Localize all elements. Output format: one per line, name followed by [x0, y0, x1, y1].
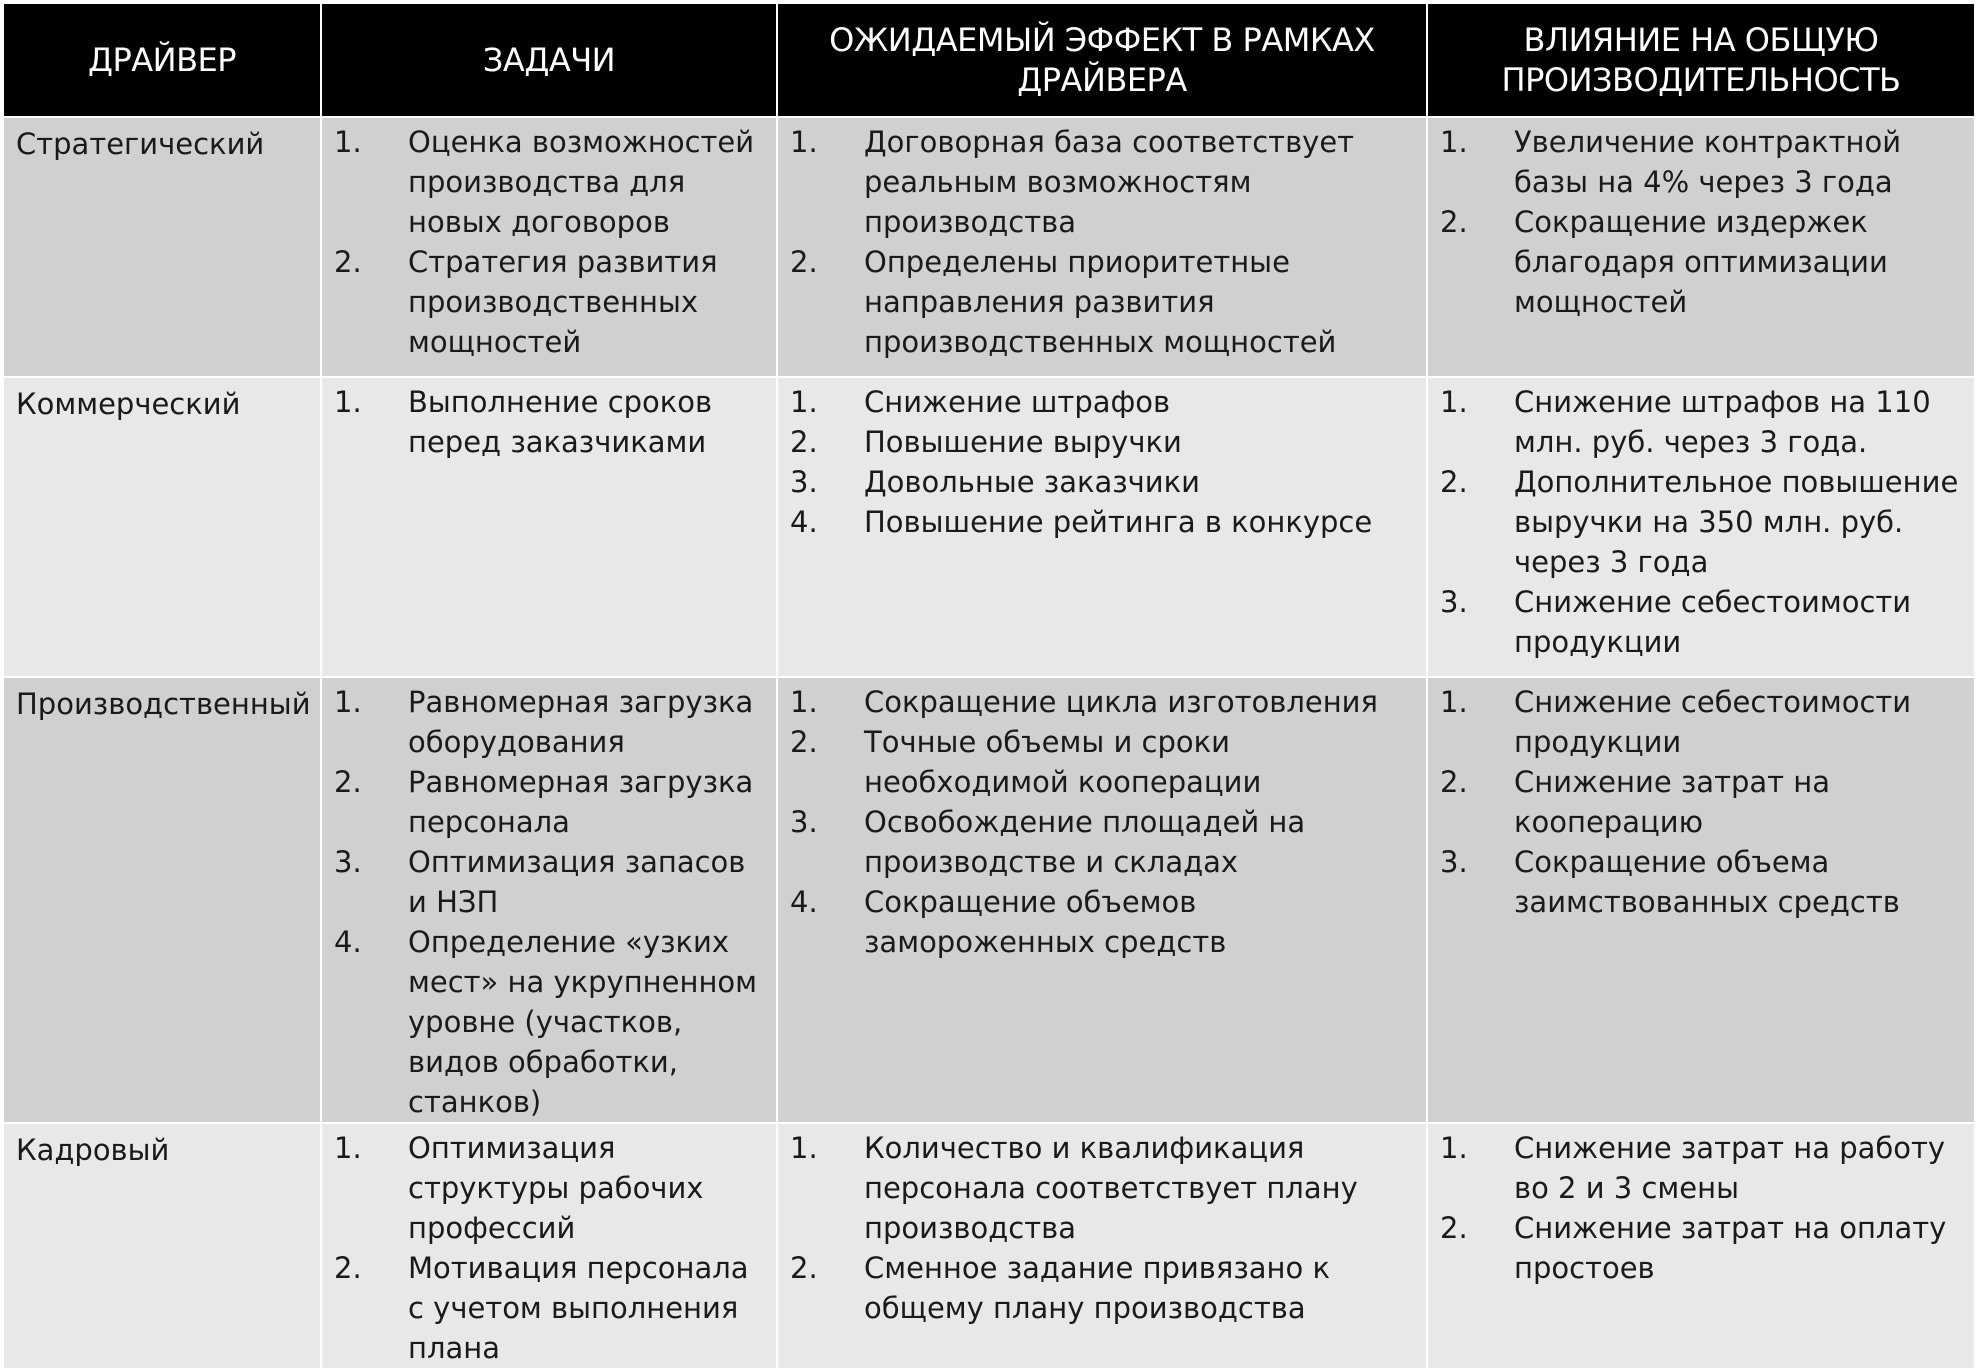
item-text: Сокращение цикла изготовления — [864, 685, 1378, 719]
list-item — [334, 1128, 764, 1248]
effect-cell — [777, 117, 1427, 377]
item-number: 3. — [1440, 585, 1468, 619]
list-item — [334, 242, 764, 362]
impact-cell — [1427, 377, 1975, 677]
tasks-cell — [321, 1123, 777, 1369]
item-text: Дополнительное повышение выручки на 350 млн. руб. через 3 года — [1514, 465, 1959, 579]
item-number: 1. — [334, 125, 362, 159]
item-number: 1. — [1440, 1131, 1468, 1165]
driver-cell — [3, 377, 321, 677]
item-text: Снижение себестоимости продукции — [1514, 585, 1912, 659]
driver-name: Кадровый — [16, 1133, 170, 1167]
list-item — [790, 882, 1414, 962]
impact-cell — [1427, 1123, 1975, 1369]
item-text: Оценка возможностей производства для новых договоров — [408, 125, 755, 239]
list-item — [1440, 382, 1962, 462]
item-number: 2. — [1440, 1211, 1468, 1245]
tasks-cell — [321, 377, 777, 677]
list-item — [1440, 762, 1962, 842]
item-text: Снижение затрат на оплату простоев — [1514, 1211, 1947, 1285]
item-text: Стратегия развития производственных мощностей — [408, 245, 718, 359]
header-row — [3, 3, 1975, 117]
item-number: 1. — [1440, 685, 1468, 719]
item-text: Договорная база соответствует реальным возможностям производства — [864, 125, 1355, 239]
item-number: 1. — [1440, 385, 1468, 419]
list-item — [1440, 202, 1962, 322]
tasks-cell — [321, 117, 777, 377]
list-item — [1440, 1208, 1962, 1288]
item-text: Оптимизация запасов и НЗП — [408, 845, 746, 919]
item-number: 1. — [790, 685, 818, 719]
item-text: Освобождение площадей на производстве и складах — [864, 805, 1306, 879]
item-text: Мотивация персонала с учетом выполнения плана — [408, 1251, 749, 1365]
effect-list — [790, 382, 1414, 542]
item-number: 1. — [334, 1131, 362, 1165]
list-item — [1440, 1128, 1962, 1208]
impact-cell — [1427, 677, 1975, 1123]
list-item — [790, 382, 1414, 422]
table-row — [3, 1123, 1975, 1369]
header-impact: ВЛИЯНИЕ НА ОБЩУЮ ПРОИЗВОДИТЕЛЬНОСТЬ — [1427, 3, 1975, 117]
item-number: 2. — [790, 1251, 818, 1285]
header-effect: ОЖИДАЕМЫЙ ЭФФЕКТ В РАМКАХ ДРАЙВЕРА — [777, 3, 1427, 117]
effect-cell — [777, 377, 1427, 677]
item-text: Точные объемы и сроки необходимой кооперации — [864, 725, 1262, 799]
item-text: Равномерная загрузка персонала — [408, 765, 754, 839]
item-text: Повышение рейтинга в конкурсе — [864, 505, 1373, 539]
item-text: Выполнение сроков перед заказчиками — [408, 385, 713, 459]
tasks-list — [334, 1128, 764, 1368]
list-item — [334, 1248, 764, 1368]
item-number: 2. — [334, 245, 362, 279]
item-text: Снижение затрат на кооперацию — [1514, 765, 1830, 839]
driver-cell — [3, 117, 321, 377]
item-number: 3. — [790, 805, 818, 839]
list-item — [790, 1128, 1414, 1248]
item-number: 1. — [334, 385, 362, 419]
list-item — [334, 922, 764, 1122]
item-number: 3. — [790, 465, 818, 499]
list-item — [1440, 462, 1962, 582]
tasks-list — [334, 382, 764, 462]
effect-list — [790, 122, 1414, 362]
item-text: Определение «узких мест» на укрупненном уровне (участков, видов обработки, станков) — [408, 925, 758, 1119]
list-item — [1440, 582, 1962, 662]
tasks-list — [334, 682, 764, 1122]
table-row — [3, 117, 1975, 377]
item-text: Оптимизация структуры рабочих профессий — [408, 1131, 704, 1245]
list-item — [1440, 682, 1962, 762]
list-item — [790, 722, 1414, 802]
list-item — [1440, 842, 1962, 922]
item-number: 2. — [334, 1251, 362, 1285]
item-number: 2. — [1440, 765, 1468, 799]
effect-list — [790, 1128, 1414, 1328]
item-text: Сокращение издержек благодаря оптимизации мощностей — [1514, 205, 1888, 319]
item-number: 4. — [334, 925, 362, 959]
table-row — [3, 677, 1975, 1123]
item-number: 4. — [790, 885, 818, 919]
item-text: Снижение затрат на работу во 2 и 3 смены — [1514, 1131, 1946, 1205]
impact-list — [1440, 682, 1962, 922]
item-number: 1. — [1440, 125, 1468, 159]
item-text: Количество и квалификация персонала соответствует плану производства — [864, 1131, 1358, 1245]
list-item — [790, 1248, 1414, 1328]
driver-name: Производственный — [16, 687, 311, 721]
item-text: Снижение себестоимости продукции — [1514, 685, 1912, 759]
list-item — [790, 122, 1414, 242]
item-number: 2. — [334, 765, 362, 799]
impact-list — [1440, 122, 1962, 322]
impact-cell — [1427, 117, 1975, 377]
effect-list — [790, 682, 1414, 962]
item-number: 2. — [790, 245, 818, 279]
item-number: 1. — [790, 125, 818, 159]
list-item — [790, 422, 1414, 462]
item-number: 1. — [334, 685, 362, 719]
item-text: Повышение выручки — [864, 425, 1182, 459]
item-number: 1. — [790, 385, 818, 419]
list-item — [334, 122, 764, 242]
item-number: 3. — [1440, 845, 1468, 879]
tasks-list — [334, 122, 764, 362]
list-item — [790, 462, 1414, 502]
item-text: Сокращение объемов замороженных средств — [864, 885, 1227, 959]
table-row — [3, 377, 1975, 677]
item-text: Сменное задание привязано к общему плану производства — [864, 1251, 1330, 1325]
item-text: Увеличение контрактной базы на 4% через 3 года — [1514, 125, 1902, 199]
list-item — [334, 682, 764, 762]
item-number: 2. — [1440, 465, 1468, 499]
header-tasks: ЗАДАЧИ — [321, 3, 777, 117]
driver-cell — [3, 677, 321, 1123]
item-number: 2. — [790, 425, 818, 459]
item-text: Снижение штрафов на 110 млн. руб. через 3 года. — [1514, 385, 1931, 459]
list-item — [790, 682, 1414, 722]
impact-list — [1440, 382, 1962, 662]
drivers-table — [2, 2, 1976, 1370]
list-item — [334, 762, 764, 842]
tasks-cell — [321, 677, 777, 1123]
item-text: Снижение штрафов — [864, 385, 1171, 419]
item-number: 4. — [790, 505, 818, 539]
list-item — [1440, 122, 1962, 202]
item-number: 1. — [790, 1131, 818, 1165]
list-item — [790, 242, 1414, 362]
driver-cell — [3, 1123, 321, 1369]
list-item — [334, 842, 764, 922]
list-item — [334, 382, 764, 462]
effect-cell — [777, 1123, 1427, 1369]
item-number: 2. — [1440, 205, 1468, 239]
driver-name: Коммерческий — [16, 387, 241, 421]
item-text: Довольные заказчики — [864, 465, 1201, 499]
driver-name: Стратегический — [16, 127, 265, 161]
item-number: 2. — [790, 725, 818, 759]
item-text: Сокращение объема заимствованных средств — [1514, 845, 1900, 919]
header-driver: ДРАЙВЕР — [3, 3, 321, 117]
impact-list — [1440, 1128, 1962, 1288]
item-number: 3. — [334, 845, 362, 879]
item-text: Определены приоритетные направления развития производственных мощностей — [864, 245, 1337, 359]
list-item — [790, 502, 1414, 542]
effect-cell — [777, 677, 1427, 1123]
list-item — [790, 802, 1414, 882]
item-text: Равномерная загрузка оборудования — [408, 685, 754, 759]
